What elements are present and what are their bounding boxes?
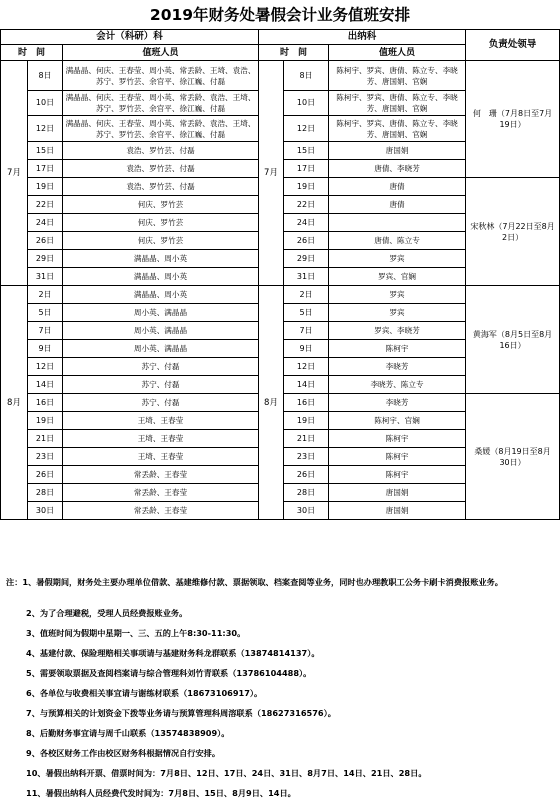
staff-cell [329,214,466,232]
staff-cell: 何庆、罗竹芸 [63,196,259,214]
day-cell: 28日 [284,484,329,502]
day-cell: 19日 [284,412,329,430]
staff-cell: 王埼、王春莹 [63,430,259,448]
day-cell: 9日 [28,340,63,358]
note-item: 8、后勤财务事宜请与周千山联系（13574838909）。 [26,728,230,738]
header-cashier-dept: 出纳科 [259,30,466,45]
header-leader: 负责处领导 [466,30,560,61]
header-accounting-dept: 会计（科研）科 [1,30,259,45]
day-cell: 2日 [284,286,329,304]
header-time-b: 时 间 [259,45,329,61]
month-cell: 7月 [259,61,284,286]
staff-cell: 王埼、王春莹 [63,412,259,430]
staff-cell: 李晓芳 [329,394,466,412]
staff-cell: 袁浩、罗竹芸、付磊 [63,160,259,178]
note-item: 10、暑假出纳科开票、借票时间为：7月8日、12日、17日、24日、31日、8月7日、14日、21日、28日。 [26,768,427,778]
day-cell: 29日 [28,250,63,268]
staff-cell: 唐国娟 [329,484,466,502]
day-cell: 7日 [28,322,63,340]
staff-cell: 满晶晶、周小英 [63,268,259,286]
staff-cell: 常丢龄、王春莹 [63,484,259,502]
staff-cell: 周小英、满晶晶 [63,322,259,340]
header-staff-b: 值班人员 [329,45,466,61]
staff-cell: 唐倩 [329,196,466,214]
day-cell: 23日 [284,448,329,466]
staff-cell: 唐倩 [329,178,466,196]
staff-cell: 何庆、罗竹芸 [63,214,259,232]
staff-cell: 陈柯宇 [329,466,466,484]
note-item: 6、各单位与收费相关事宜请与谢练材联系（18673106917）。 [26,688,263,698]
staff-cell: 苏宁、付磊 [63,358,259,376]
day-cell: 30日 [284,502,329,520]
staff-cell: 常丢龄、王春莹 [63,502,259,520]
staff-cell: 陈柯宇、罗宾、唐倩、陈立专、李晓芳、唐国娟、官娴 [329,116,466,142]
day-cell: 30日 [28,502,63,520]
staff-cell: 陈柯宇 [329,340,466,358]
staff-cell: 唐国娟 [329,142,466,160]
day-cell: 22日 [284,196,329,214]
staff-cell: 陈柯宇、官娴 [329,412,466,430]
note-item: 2、为了合理避税，受理人员经费报账业务。 [26,608,188,618]
staff-cell: 常丢龄、王春莹 [63,466,259,484]
staff-cell: 罗宾 [329,304,466,322]
day-cell: 21日 [284,430,329,448]
day-cell: 10日 [28,91,63,116]
staff-cell: 罗宾、官娴 [329,268,466,286]
staff-cell: 满晶晶、周小英 [63,286,259,304]
day-cell: 28日 [28,484,63,502]
day-cell: 15日 [28,142,63,160]
staff-cell: 李晓芳、陈立专 [329,376,466,394]
staff-cell: 陈柯宇、罗宾、唐倩、陈立专、李晓芳、唐国娟、官娴 [329,61,466,91]
table-row [1,61,560,91]
staff-cell: 罗宾 [329,286,466,304]
day-cell: 26日 [284,466,329,484]
day-cell: 19日 [28,412,63,430]
day-cell: 9日 [284,340,329,358]
day-cell: 5日 [284,304,329,322]
day-cell: 26日 [284,232,329,250]
table-row [1,286,560,304]
note-item: 7、与预算相关的计划资金下拨等业务请与预算管理科周溶联系（18627316576）。 [26,708,336,718]
note-item: 注：1、暑假期间，财务处主要办理单位借款、基建维修付款、票据领取、档案查阅等业务，同时也办理教职工公务卡刷卡消费报账业务。 [6,577,503,587]
staff-cell: 周小英、满晶晶 [63,340,259,358]
staff-cell: 王埼、王春莹 [63,448,259,466]
note-item: 4、基建付款、保险理赔相关事项请与基建财务科龙群联系（13874814137）。 [26,648,320,658]
note-item: 11、暑假出纳科人员经费代发时间为：7月8日、15日、8月9日、14日。 [26,788,296,798]
staff-cell: 满晶晶、何庆、王春莹、周小英、常丢龄、王埼、袁浩、苏宁、罗竹芸、余官平、徐江巍、付磊 [63,61,259,91]
staff-cell: 苏宁、付磊 [63,376,259,394]
staff-cell: 李晓芳 [329,358,466,376]
staff-cell: 陈柯宇、罗宾、唐倩、陈立专、李晓芳、唐国娟、官娴 [329,91,466,116]
staff-cell: 袁浩、罗竹芸、付磊 [63,142,259,160]
day-cell: 23日 [28,448,63,466]
staff-cell: 罗宾 [329,250,466,268]
note-item: 9、各校区财务工作由校区财务科根据情况自行安排。 [26,748,221,758]
day-cell: 26日 [28,232,63,250]
leader-cell: 宋秋林（7月22日至8月2日） [466,178,560,286]
day-cell: 12日 [284,358,329,376]
day-cell: 31日 [28,268,63,286]
page-title: 2019年财务处暑假会计业务值班安排 [149,6,411,24]
day-cell: 12日 [28,116,63,142]
day-cell: 29日 [284,250,329,268]
staff-cell: 苏宁、付磊 [63,394,259,412]
staff-cell: 何庆、罗竹芸 [63,232,259,250]
day-cell: 16日 [284,394,329,412]
day-cell: 7日 [284,322,329,340]
day-cell: 12日 [284,116,329,142]
staff-cell: 唐国娟 [329,502,466,520]
staff-cell: 袁浩、罗竹芸、付磊 [63,178,259,196]
day-cell: 12日 [28,358,63,376]
day-cell: 17日 [284,160,329,178]
day-cell: 5日 [28,304,63,322]
leader-cell: 何 珊（7月8日至7月19日） [466,61,560,178]
day-cell: 21日 [28,430,63,448]
staff-cell: 周小英、满晶晶 [63,304,259,322]
staff-cell: 唐倩、李晓芳 [329,160,466,178]
staff-cell: 陈柯宇 [329,430,466,448]
day-cell: 10日 [284,91,329,116]
day-cell: 26日 [28,466,63,484]
day-cell: 2日 [28,286,63,304]
leader-cell: 桑媛（8月19日至8月30日） [466,394,560,520]
day-cell: 8日 [28,61,63,91]
day-cell: 19日 [284,178,329,196]
staff-cell: 满晶晶、何庆、王春莹、周小英、常丢龄、袁浩、王埼、苏宁、罗竹芸、余官平、徐江巍、付磊 [63,116,259,142]
header-staff-a: 值班人员 [63,45,259,61]
staff-cell: 罗宾、李晓芳 [329,322,466,340]
day-cell: 14日 [28,376,63,394]
staff-cell: 满晶晶、周小英 [63,250,259,268]
staff-cell: 满晶晶、何庆、王春莹、周小英、常丢龄、袁浩、王埼、苏宁、罗竹芸、余官平、徐江巍、付磊 [63,91,259,116]
day-cell: 15日 [284,142,329,160]
leader-cell: 黄海军（8月5日至8月16日） [466,286,560,394]
staff-cell: 唐倩、陈立专 [329,232,466,250]
duty-schedule-table [0,29,560,520]
day-cell: 19日 [28,178,63,196]
month-cell: 8月 [259,286,284,520]
day-cell: 16日 [28,394,63,412]
day-cell: 24日 [28,214,63,232]
day-cell: 31日 [284,268,329,286]
day-cell: 8日 [284,61,329,91]
day-cell: 24日 [284,214,329,232]
note-item: 3、值班时间为假期中星期一、三、五的上午8:30-11:30。 [26,628,246,638]
day-cell: 14日 [284,376,329,394]
staff-cell: 陈柯宇 [329,448,466,466]
header-time-a: 时 间 [1,45,63,61]
day-cell: 22日 [28,196,63,214]
note-item: 5、需要领取票据及查阅档案请与综合管理科刘竹青联系（13786104488）。 [26,668,312,678]
month-cell: 7月 [1,61,28,286]
month-cell: 8月 [1,286,28,520]
day-cell: 17日 [28,160,63,178]
